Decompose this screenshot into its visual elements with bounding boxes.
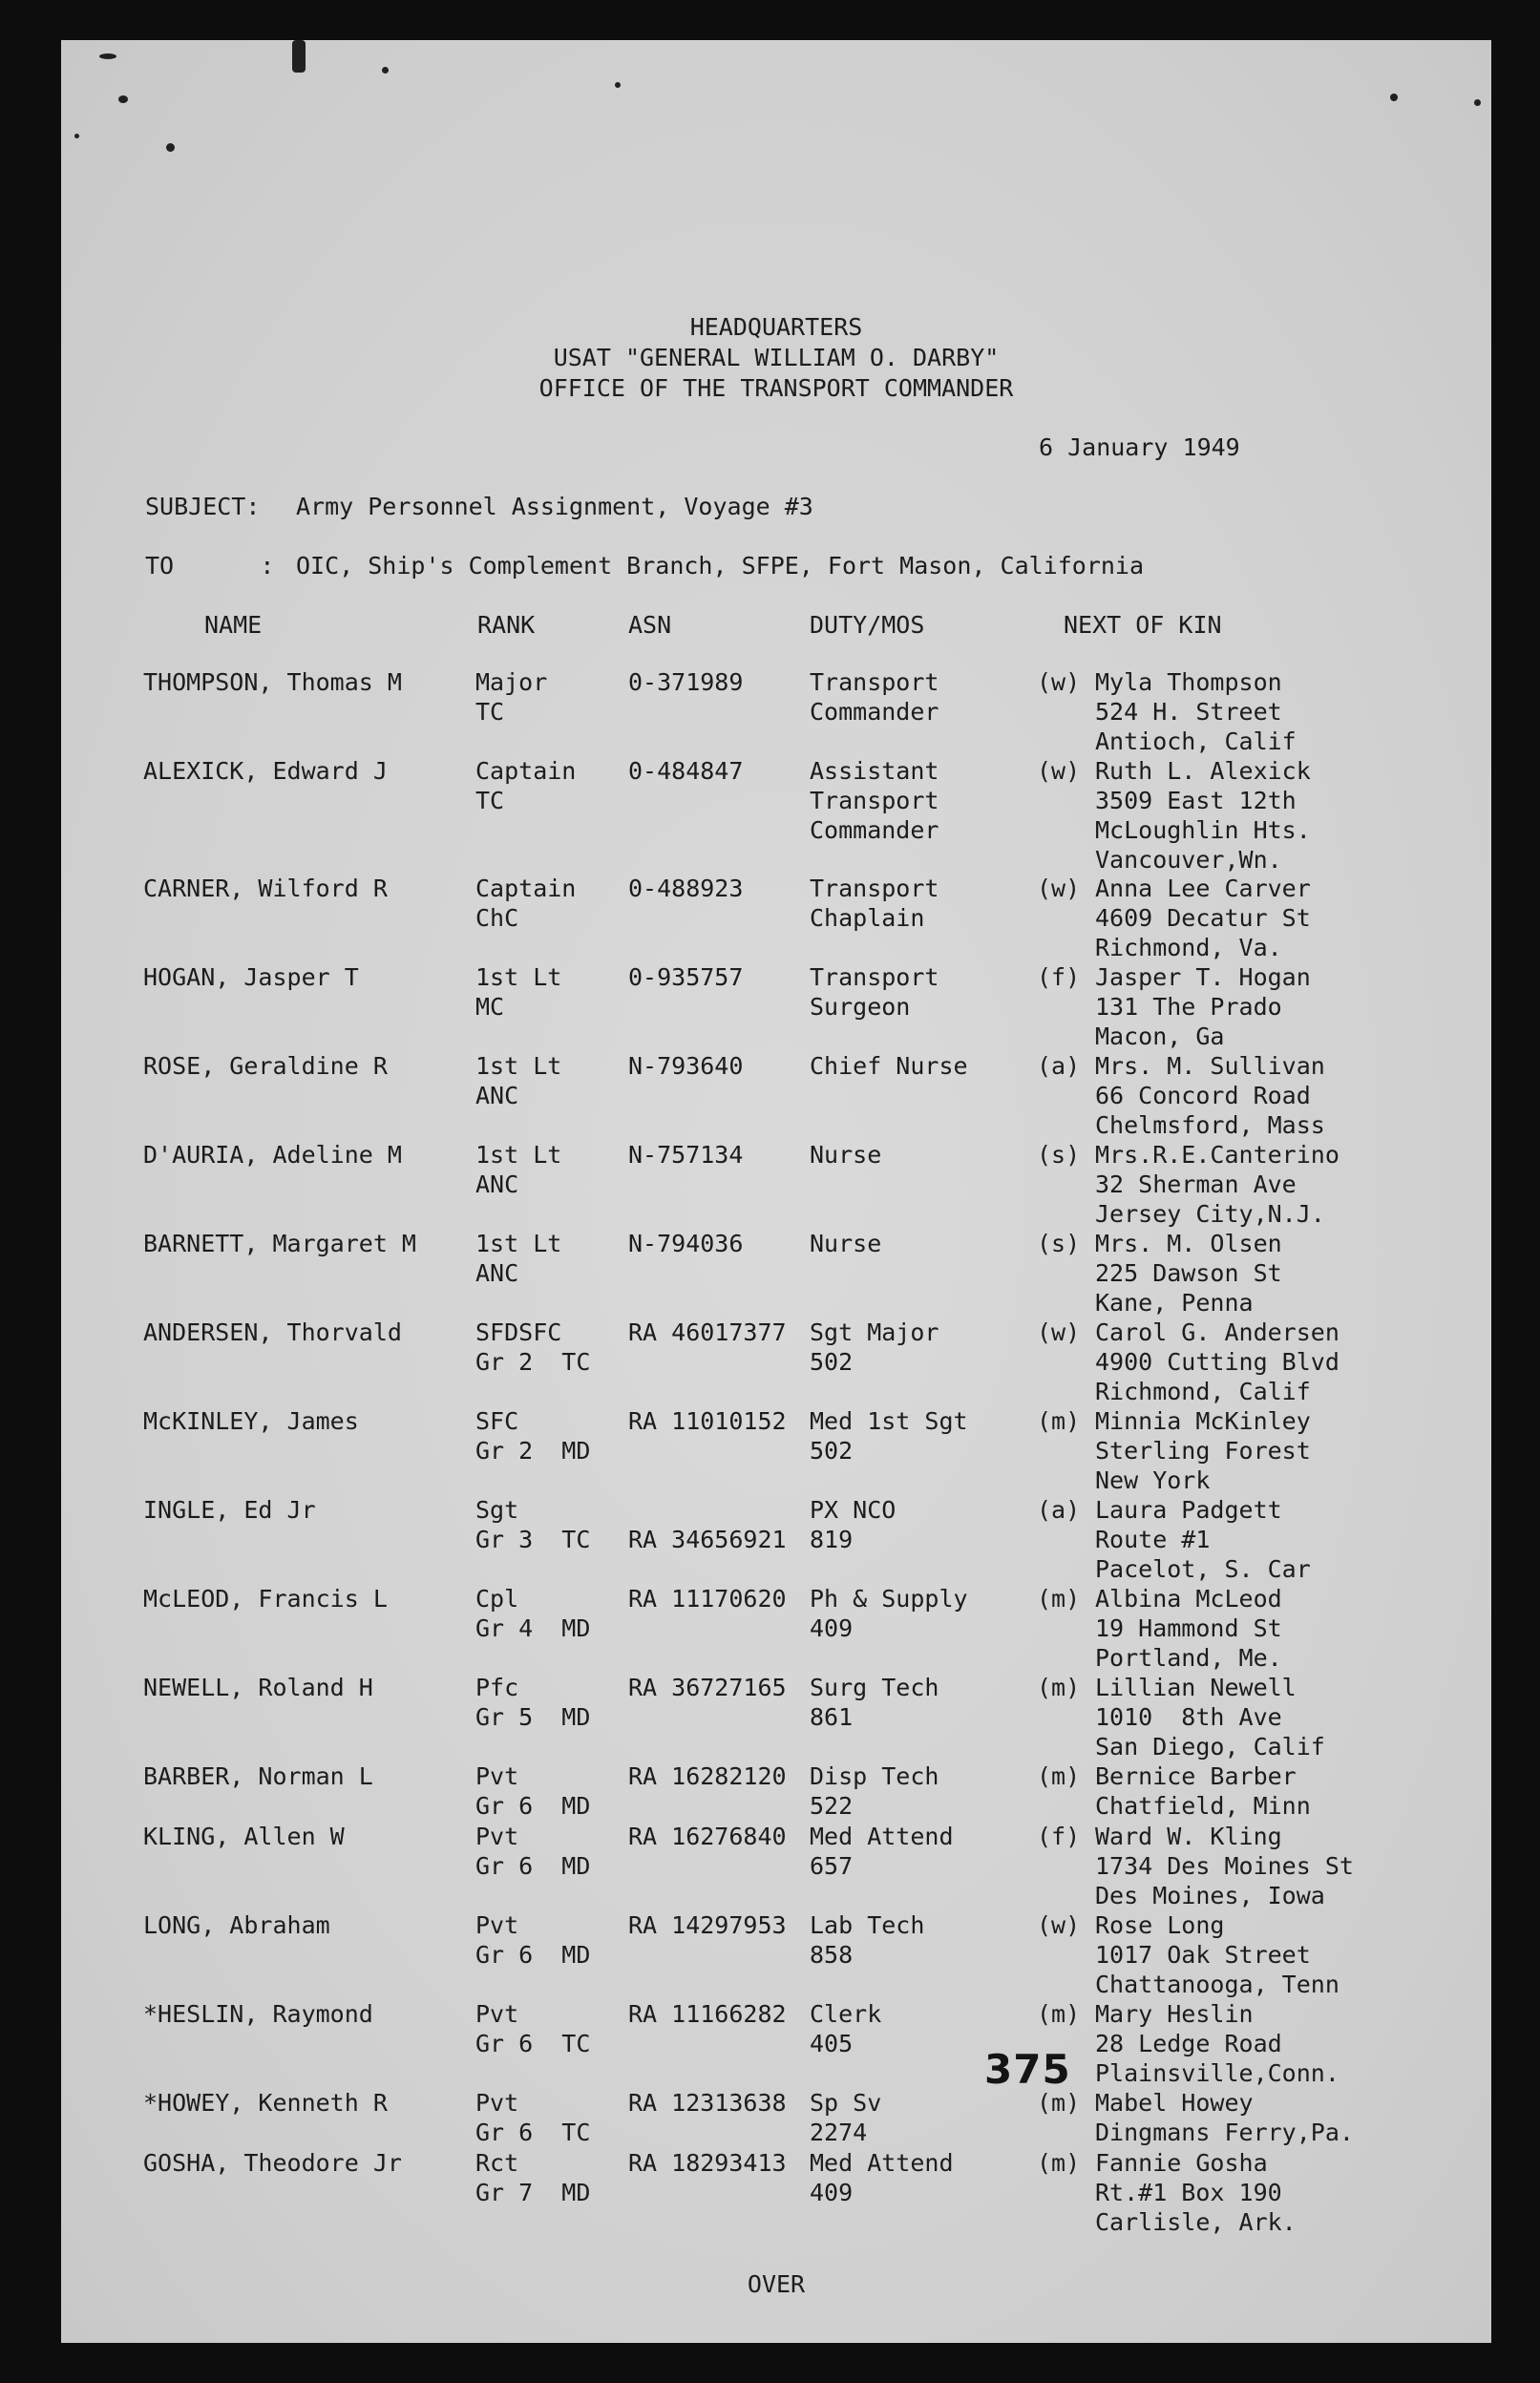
row-next-of-kin: Mabel Howey <box>1095 2089 1254 2117</box>
row-relation: (m) <box>1037 2149 1081 2177</box>
row-rank: Cpl <box>475 1585 519 1613</box>
row-next-of-kin: Sterling Forest <box>1095 1437 1311 1465</box>
row-duty: 522 <box>810 1792 854 1820</box>
row-next-of-kin: Ruth L. Alexick <box>1095 757 1311 785</box>
row-next-of-kin: 1734 Des Moines St <box>1095 1852 1354 1880</box>
header-line-1: HEADQUARTERS <box>689 313 863 341</box>
row-rank: Sgt <box>475 1496 519 1524</box>
row-name: CARNER, Wilford R <box>143 875 388 902</box>
row-name: *HESLIN, Raymond <box>143 2000 373 2028</box>
row-next-of-kin: 131 The Prado <box>1095 993 1282 1021</box>
row-asn: RA 11166282 <box>628 2000 787 2028</box>
row-duty: 858 <box>810 1941 854 1969</box>
row-relation: (w) <box>1037 668 1081 696</box>
row-rank: Gr 4 MD <box>475 1614 591 1642</box>
row-duty: 502 <box>810 1437 854 1465</box>
row-next-of-kin: 3509 East 12th <box>1095 787 1297 814</box>
row-next-of-kin: Carlisle, Ark. <box>1095 2208 1297 2236</box>
row-name: KLING, Allen W <box>143 1823 345 1850</box>
row-next-of-kin: Rt.#1 Box 190 <box>1095 2179 1282 2206</box>
column-header-duty: DUTY/MOS <box>810 611 925 639</box>
row-next-of-kin: Mrs. M. Olsen <box>1095 1230 1282 1257</box>
row-name: THOMPSON, Thomas M <box>143 668 402 696</box>
row-rank: Gr 2 TC <box>475 1348 591 1376</box>
row-rank: TC <box>475 698 505 726</box>
scan-speck <box>1474 99 1481 106</box>
row-rank: 1st Lt <box>475 963 562 991</box>
row-rank: TC <box>475 787 505 814</box>
row-duty: Nurse <box>810 1230 882 1257</box>
row-next-of-kin: Richmond, Calif <box>1095 1378 1311 1405</box>
scan-speck <box>99 53 116 59</box>
row-relation: (m) <box>1037 1585 1081 1613</box>
scan-speck <box>1390 94 1398 101</box>
row-asn: RA 18293413 <box>628 2149 787 2177</box>
row-next-of-kin: Mary Heslin <box>1095 2000 1254 2028</box>
row-next-of-kin: Mrs. M. Sullivan <box>1095 1052 1325 1080</box>
row-next-of-kin: Rose Long <box>1095 1911 1225 1939</box>
row-rank: 1st Lt <box>475 1052 562 1080</box>
row-asn: RA 11170620 <box>628 1585 787 1613</box>
column-header-kin: NEXT OF KIN <box>1064 611 1222 639</box>
row-next-of-kin: Macon, Ga <box>1095 1023 1225 1050</box>
document-page <box>61 40 1491 2343</box>
scan-speck <box>382 67 389 74</box>
row-asn: RA 36727165 <box>628 1674 787 1701</box>
row-duty: Chief Nurse <box>810 1052 968 1080</box>
row-rank: Gr 2 MD <box>475 1437 591 1465</box>
row-duty: Surg Tech <box>810 1674 939 1701</box>
row-next-of-kin: Chelmsford, Mass <box>1095 1111 1325 1139</box>
row-next-of-kin: Mrs.R.E.Canterino <box>1095 1141 1340 1169</box>
row-rank: Gr 3 TC <box>475 1526 591 1553</box>
row-rank: SFDSFC <box>475 1318 562 1346</box>
scan-speck <box>166 143 175 152</box>
row-next-of-kin: Antioch, Calif <box>1095 728 1297 755</box>
row-next-of-kin: 524 H. Street <box>1095 698 1282 726</box>
row-next-of-kin: 4609 Decatur St <box>1095 904 1311 932</box>
header-line-2: USAT "GENERAL WILLIAM O. DARBY" <box>553 344 1000 371</box>
row-relation: (m) <box>1037 2000 1081 2028</box>
row-asn: RA 14297953 <box>628 1911 787 1939</box>
row-rank: SFC <box>475 1407 519 1435</box>
row-name: McKINLEY, James <box>143 1407 359 1435</box>
row-duty: Commander <box>810 816 939 844</box>
row-duty: Med 1st Sgt <box>810 1407 968 1435</box>
row-relation: (m) <box>1037 1762 1081 1790</box>
row-relation: (f) <box>1037 1823 1081 1850</box>
row-asn: RA 16282120 <box>628 1762 787 1790</box>
row-relation: (w) <box>1037 875 1081 902</box>
row-next-of-kin: Route #1 <box>1095 1526 1211 1553</box>
row-asn: RA 11010152 <box>628 1407 787 1435</box>
page-number-stamp: 375 <box>984 2046 1071 2093</box>
row-asn: 0-935757 <box>628 963 744 991</box>
row-name: McLEOD, Francis L <box>143 1585 388 1613</box>
row-rank: Rct <box>475 2149 519 2177</box>
to-label: TO : <box>145 552 275 580</box>
row-name: BARNETT, Margaret M <box>143 1230 416 1257</box>
row-next-of-kin: 66 Concord Road <box>1095 1082 1311 1109</box>
row-next-of-kin: Myla Thompson <box>1095 668 1282 696</box>
row-rank: ANC <box>475 1170 519 1198</box>
row-duty: 502 <box>810 1348 854 1376</box>
row-asn: N-794036 <box>628 1230 744 1257</box>
row-rank: Pvt <box>475 1762 519 1790</box>
row-next-of-kin: Kane, Penna <box>1095 1289 1254 1317</box>
row-asn: N-757134 <box>628 1141 744 1169</box>
row-rank: ChC <box>475 904 519 932</box>
row-relation: (m) <box>1037 2089 1081 2117</box>
row-relation: (a) <box>1037 1052 1081 1080</box>
row-name: LONG, Abraham <box>143 1911 330 1939</box>
row-next-of-kin: Dingmans Ferry,Pa. <box>1095 2119 1354 2146</box>
scan-speck <box>74 134 79 138</box>
scan-speck <box>292 40 306 73</box>
row-name: NEWELL, Roland H <box>143 1674 373 1701</box>
row-next-of-kin: 1010 8th Ave <box>1095 1703 1282 1731</box>
row-duty: 2274 <box>810 2119 868 2146</box>
row-next-of-kin: Anna Lee Carver <box>1095 875 1311 902</box>
row-name: ANDERSEN, Thorvald <box>143 1318 402 1346</box>
row-rank: Gr 7 MD <box>475 2179 591 2206</box>
row-rank: 1st Lt <box>475 1230 562 1257</box>
row-next-of-kin: San Diego, Calif <box>1095 1733 1325 1761</box>
row-rank: ANC <box>475 1259 519 1287</box>
row-duty: Med Attend <box>810 1823 954 1850</box>
row-duty: Transport <box>810 787 939 814</box>
subject-label: SUBJECT: <box>145 493 261 520</box>
row-name: HOGAN, Jasper T <box>143 963 359 991</box>
row-asn: 0-484847 <box>628 757 744 785</box>
row-name: BARBER, Norman L <box>143 1762 373 1790</box>
row-duty: PX NCO <box>810 1496 897 1524</box>
row-next-of-kin: Minnia McKinley <box>1095 1407 1311 1435</box>
row-asn: 0-488923 <box>628 875 744 902</box>
row-next-of-kin: 32 Sherman Ave <box>1095 1170 1297 1198</box>
row-duty: Transport <box>810 668 939 696</box>
row-duty: 409 <box>810 1614 854 1642</box>
row-rank: Gr 6 TC <box>475 2119 591 2146</box>
row-name: ROSE, Geraldine R <box>143 1052 388 1080</box>
row-rank: Pvt <box>475 2000 519 2028</box>
row-relation: (w) <box>1037 1318 1081 1346</box>
row-duty: Transport <box>810 875 939 902</box>
row-asn: N-793640 <box>628 1052 744 1080</box>
row-duty: Transport <box>810 963 939 991</box>
row-next-of-kin: Jersey City,N.J. <box>1095 1200 1325 1228</box>
row-name: D'AURIA, Adeline M <box>143 1141 402 1169</box>
row-rank: Gr 5 MD <box>475 1703 591 1731</box>
row-name: ALEXICK, Edward J <box>143 757 388 785</box>
row-rank: Captain <box>475 757 577 785</box>
row-next-of-kin: 1017 Oak Street <box>1095 1941 1311 1969</box>
row-next-of-kin: Pacelot, S. Car <box>1095 1555 1311 1583</box>
row-next-of-kin: Jasper T. Hogan <box>1095 963 1311 991</box>
row-duty: 405 <box>810 2030 854 2057</box>
row-relation: (m) <box>1037 1407 1081 1435</box>
row-rank: ANC <box>475 1082 519 1109</box>
row-relation: (f) <box>1037 963 1081 991</box>
row-duty: Commander <box>810 698 939 726</box>
row-rank: Gr 6 MD <box>475 1792 591 1820</box>
row-rank: Pvt <box>475 1823 519 1850</box>
row-rank: Pvt <box>475 1911 519 1939</box>
row-name: INGLE, Ed Jr <box>143 1496 316 1524</box>
row-next-of-kin: Bernice Barber <box>1095 1762 1297 1790</box>
row-relation: (w) <box>1037 1911 1081 1939</box>
column-header-rank: RANK <box>477 611 536 639</box>
row-duty: Med Attend <box>810 2149 954 2177</box>
row-duty: 861 <box>810 1703 854 1731</box>
row-next-of-kin: Chatfield, Minn <box>1095 1792 1311 1820</box>
row-next-of-kin: 4900 Cutting Blvd <box>1095 1348 1340 1376</box>
row-rank: Gr 6 TC <box>475 2030 591 2057</box>
row-duty: Lab Tech <box>810 1911 925 1939</box>
row-next-of-kin: Fannie Gosha <box>1095 2149 1268 2177</box>
row-next-of-kin: 28 Ledge Road <box>1095 2030 1282 2057</box>
row-duty: 819 <box>810 1526 854 1553</box>
row-rank: Gr 6 MD <box>475 1941 591 1969</box>
scan-speck <box>118 95 128 103</box>
row-relation: (s) <box>1037 1230 1081 1257</box>
row-asn: 0-371989 <box>628 668 744 696</box>
row-relation: (a) <box>1037 1496 1081 1524</box>
column-header-asn: ASN <box>628 611 672 639</box>
row-next-of-kin: Vancouver,Wn. <box>1095 846 1282 874</box>
to-text: OIC, Ship's Complement Branch, SFPE, Fort Mason, California <box>296 552 1145 580</box>
row-next-of-kin: 19 Hammond St <box>1095 1614 1282 1642</box>
row-duty: Sp Sv <box>810 2089 882 2117</box>
row-duty: 409 <box>810 2179 854 2206</box>
row-asn: RA 16276840 <box>628 1823 787 1850</box>
row-name: *HOWEY, Kenneth R <box>143 2089 388 2117</box>
subject-text: Army Personnel Assignment, Voyage #3 <box>296 493 813 520</box>
row-name: GOSHA, Theodore Jr <box>143 2149 402 2177</box>
row-next-of-kin: Plainsville,Conn. <box>1095 2059 1340 2087</box>
row-next-of-kin: Ward W. Kling <box>1095 1823 1282 1850</box>
row-duty: Nurse <box>810 1141 882 1169</box>
row-next-of-kin: Chattanooga, Tenn <box>1095 1971 1340 1998</box>
row-next-of-kin: 225 Dawson St <box>1095 1259 1282 1287</box>
row-rank: Pfc <box>475 1674 519 1701</box>
column-header-name: NAME <box>204 611 263 639</box>
footer-over: OVER <box>747 2270 806 2298</box>
document-date: 6 January 1949 <box>1039 433 1240 461</box>
row-rank: 1st Lt <box>475 1141 562 1169</box>
row-duty: Surgeon <box>810 993 911 1021</box>
row-next-of-kin: New York <box>1095 1466 1211 1494</box>
row-rank: Major <box>475 668 548 696</box>
row-duty: Chaplain <box>810 904 925 932</box>
row-rank: Gr 6 MD <box>475 1852 591 1880</box>
row-next-of-kin: Richmond, Va. <box>1095 934 1282 961</box>
row-asn: RA 34656921 <box>628 1526 787 1553</box>
row-duty: Ph & Supply <box>810 1585 968 1613</box>
row-next-of-kin: Portland, Me. <box>1095 1644 1282 1672</box>
row-asn: RA 12313638 <box>628 2089 787 2117</box>
row-duty: Clerk <box>810 2000 882 2028</box>
row-duty: Disp Tech <box>810 1762 939 1790</box>
row-next-of-kin: Carol G. Andersen <box>1095 1318 1340 1346</box>
row-duty: 657 <box>810 1852 854 1880</box>
row-rank: Pvt <box>475 2089 519 2117</box>
row-asn: RA 46017377 <box>628 1318 787 1346</box>
row-next-of-kin: Des Moines, Iowa <box>1095 1882 1325 1909</box>
scan-speck <box>615 82 621 88</box>
row-next-of-kin: Albina McLeod <box>1095 1585 1282 1613</box>
row-next-of-kin: McLoughlin Hts. <box>1095 816 1311 844</box>
row-relation: (s) <box>1037 1141 1081 1169</box>
row-rank: MC <box>475 993 505 1021</box>
row-relation: (m) <box>1037 1674 1081 1701</box>
row-duty: Assistant <box>810 757 939 785</box>
row-next-of-kin: Laura Padgett <box>1095 1496 1282 1524</box>
row-rank: Captain <box>475 875 577 902</box>
row-duty: Sgt Major <box>810 1318 939 1346</box>
row-next-of-kin: Lillian Newell <box>1095 1674 1297 1701</box>
header-line-3: OFFICE OF THE TRANSPORT COMMANDER <box>538 374 1014 402</box>
row-relation: (w) <box>1037 757 1081 785</box>
